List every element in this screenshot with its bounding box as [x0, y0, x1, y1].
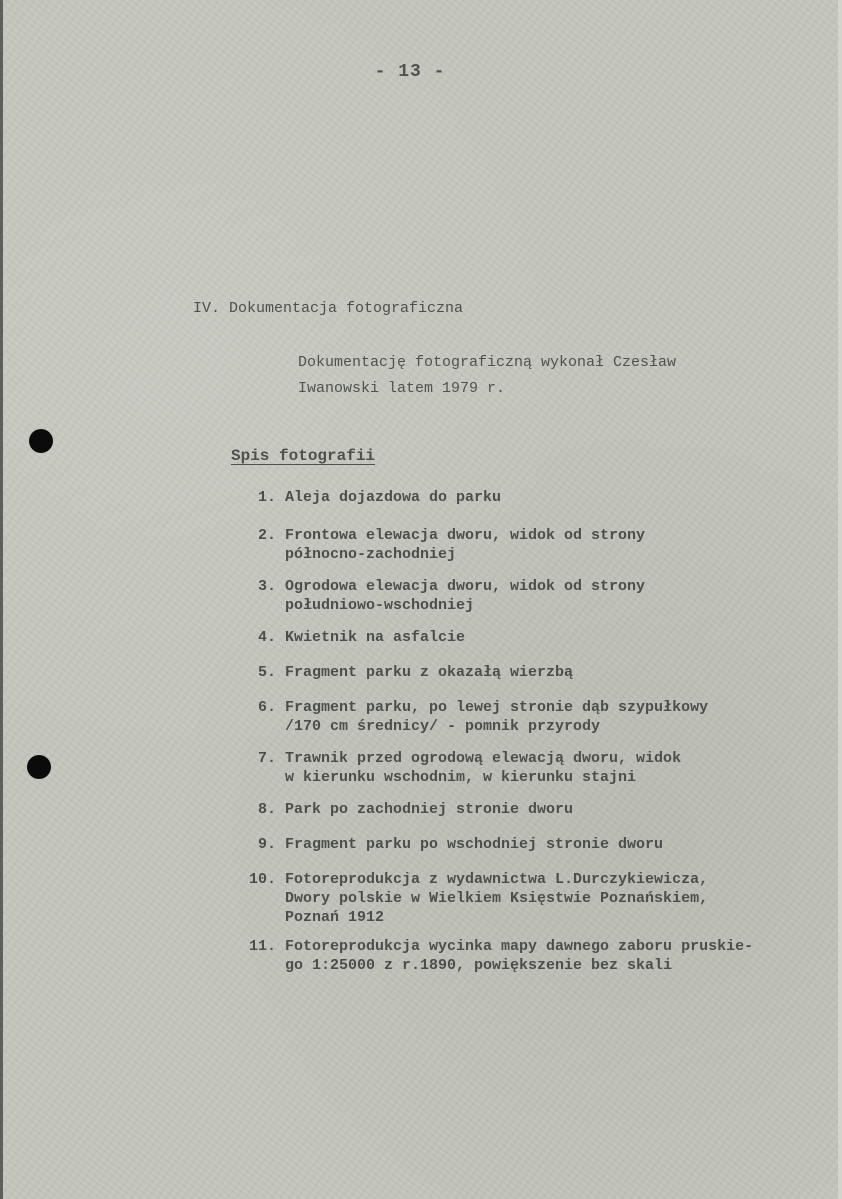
item-text: [285, 526, 842, 564]
item-number: 10.: [248, 871, 276, 888]
item-number: 9.: [257, 836, 276, 853]
section-heading: IV. Dokumentacja fotograficzna: [193, 300, 464, 317]
item-line: północno-zachodniej: [285, 546, 457, 563]
intro-paragraph: [298, 350, 768, 402]
item-text: [285, 870, 842, 927]
item-line: Dwory polskie w Wielkiem Księstwie Poznańskiem,: [285, 890, 709, 907]
item-line: południowo-wschodniej: [285, 597, 475, 614]
item-line: w kierunku wschodnim, w kierunku stajni: [285, 769, 637, 786]
item-line: Fotoreprodukcja z wydawnictwa L.Durczykiewicza,: [285, 871, 709, 888]
item-text: [285, 577, 842, 615]
item-text: [285, 835, 842, 854]
item-line: Ogrodowa elewacja dworu, widok od strony: [285, 578, 646, 595]
punch-hole: [27, 755, 51, 779]
item-number: 1.: [257, 489, 276, 506]
item-number: 3.: [257, 578, 276, 595]
item-number: 4.: [257, 629, 276, 646]
page-left-edge: [0, 0, 3, 1199]
item-text: [285, 749, 842, 787]
intro-line: Dokumentację fotograficzną wykonał Czesław: [298, 354, 677, 371]
item-line: Fragment parku po wschodniej stronie dworu: [285, 836, 664, 853]
item-text: [285, 937, 842, 975]
item-line: Aleja dojazdowa do parku: [285, 489, 502, 506]
item-line: Fotoreprodukcja wycinka mapy dawnego zaboru pruskie-: [285, 938, 754, 955]
photo-list-title: Spis fotografii: [231, 447, 376, 465]
page-number: - 13 -: [374, 62, 446, 82]
item-line: Park po zachodniej stronie dworu: [285, 801, 574, 818]
item-number: 7.: [257, 750, 276, 767]
item-number: 5.: [257, 664, 276, 681]
item-number: 8.: [257, 801, 276, 818]
item-line: Kwietnik na asfalcie: [285, 629, 466, 646]
item-number: 2.: [257, 527, 276, 544]
item-line: Fragment parku z okazałą wierzbą: [285, 664, 574, 681]
item-text: [285, 663, 842, 682]
item-text: [285, 800, 842, 819]
item-line: /170 cm średnicy/ - pomnik przyrody: [285, 718, 601, 735]
item-text: [285, 628, 842, 647]
item-line: Fragment parku, po lewej stronie dąb szypułkowy: [285, 699, 709, 716]
item-line: Trawnik przed ogrodową elewacją dworu, widok: [285, 750, 682, 767]
item-line: Poznań 1912: [285, 909, 385, 926]
item-line: Frontowa elewacja dworu, widok od strony: [285, 527, 646, 544]
item-number: 11.: [248, 938, 276, 955]
item-text: [285, 488, 842, 507]
punch-hole: [29, 429, 53, 453]
item-number: 6.: [257, 699, 276, 716]
item-line: go 1:25000 z r.1890, powiększenie bez skali: [285, 957, 673, 974]
intro-line: Iwanowski latem 1979 r.: [298, 380, 506, 397]
item-text: [285, 698, 842, 736]
